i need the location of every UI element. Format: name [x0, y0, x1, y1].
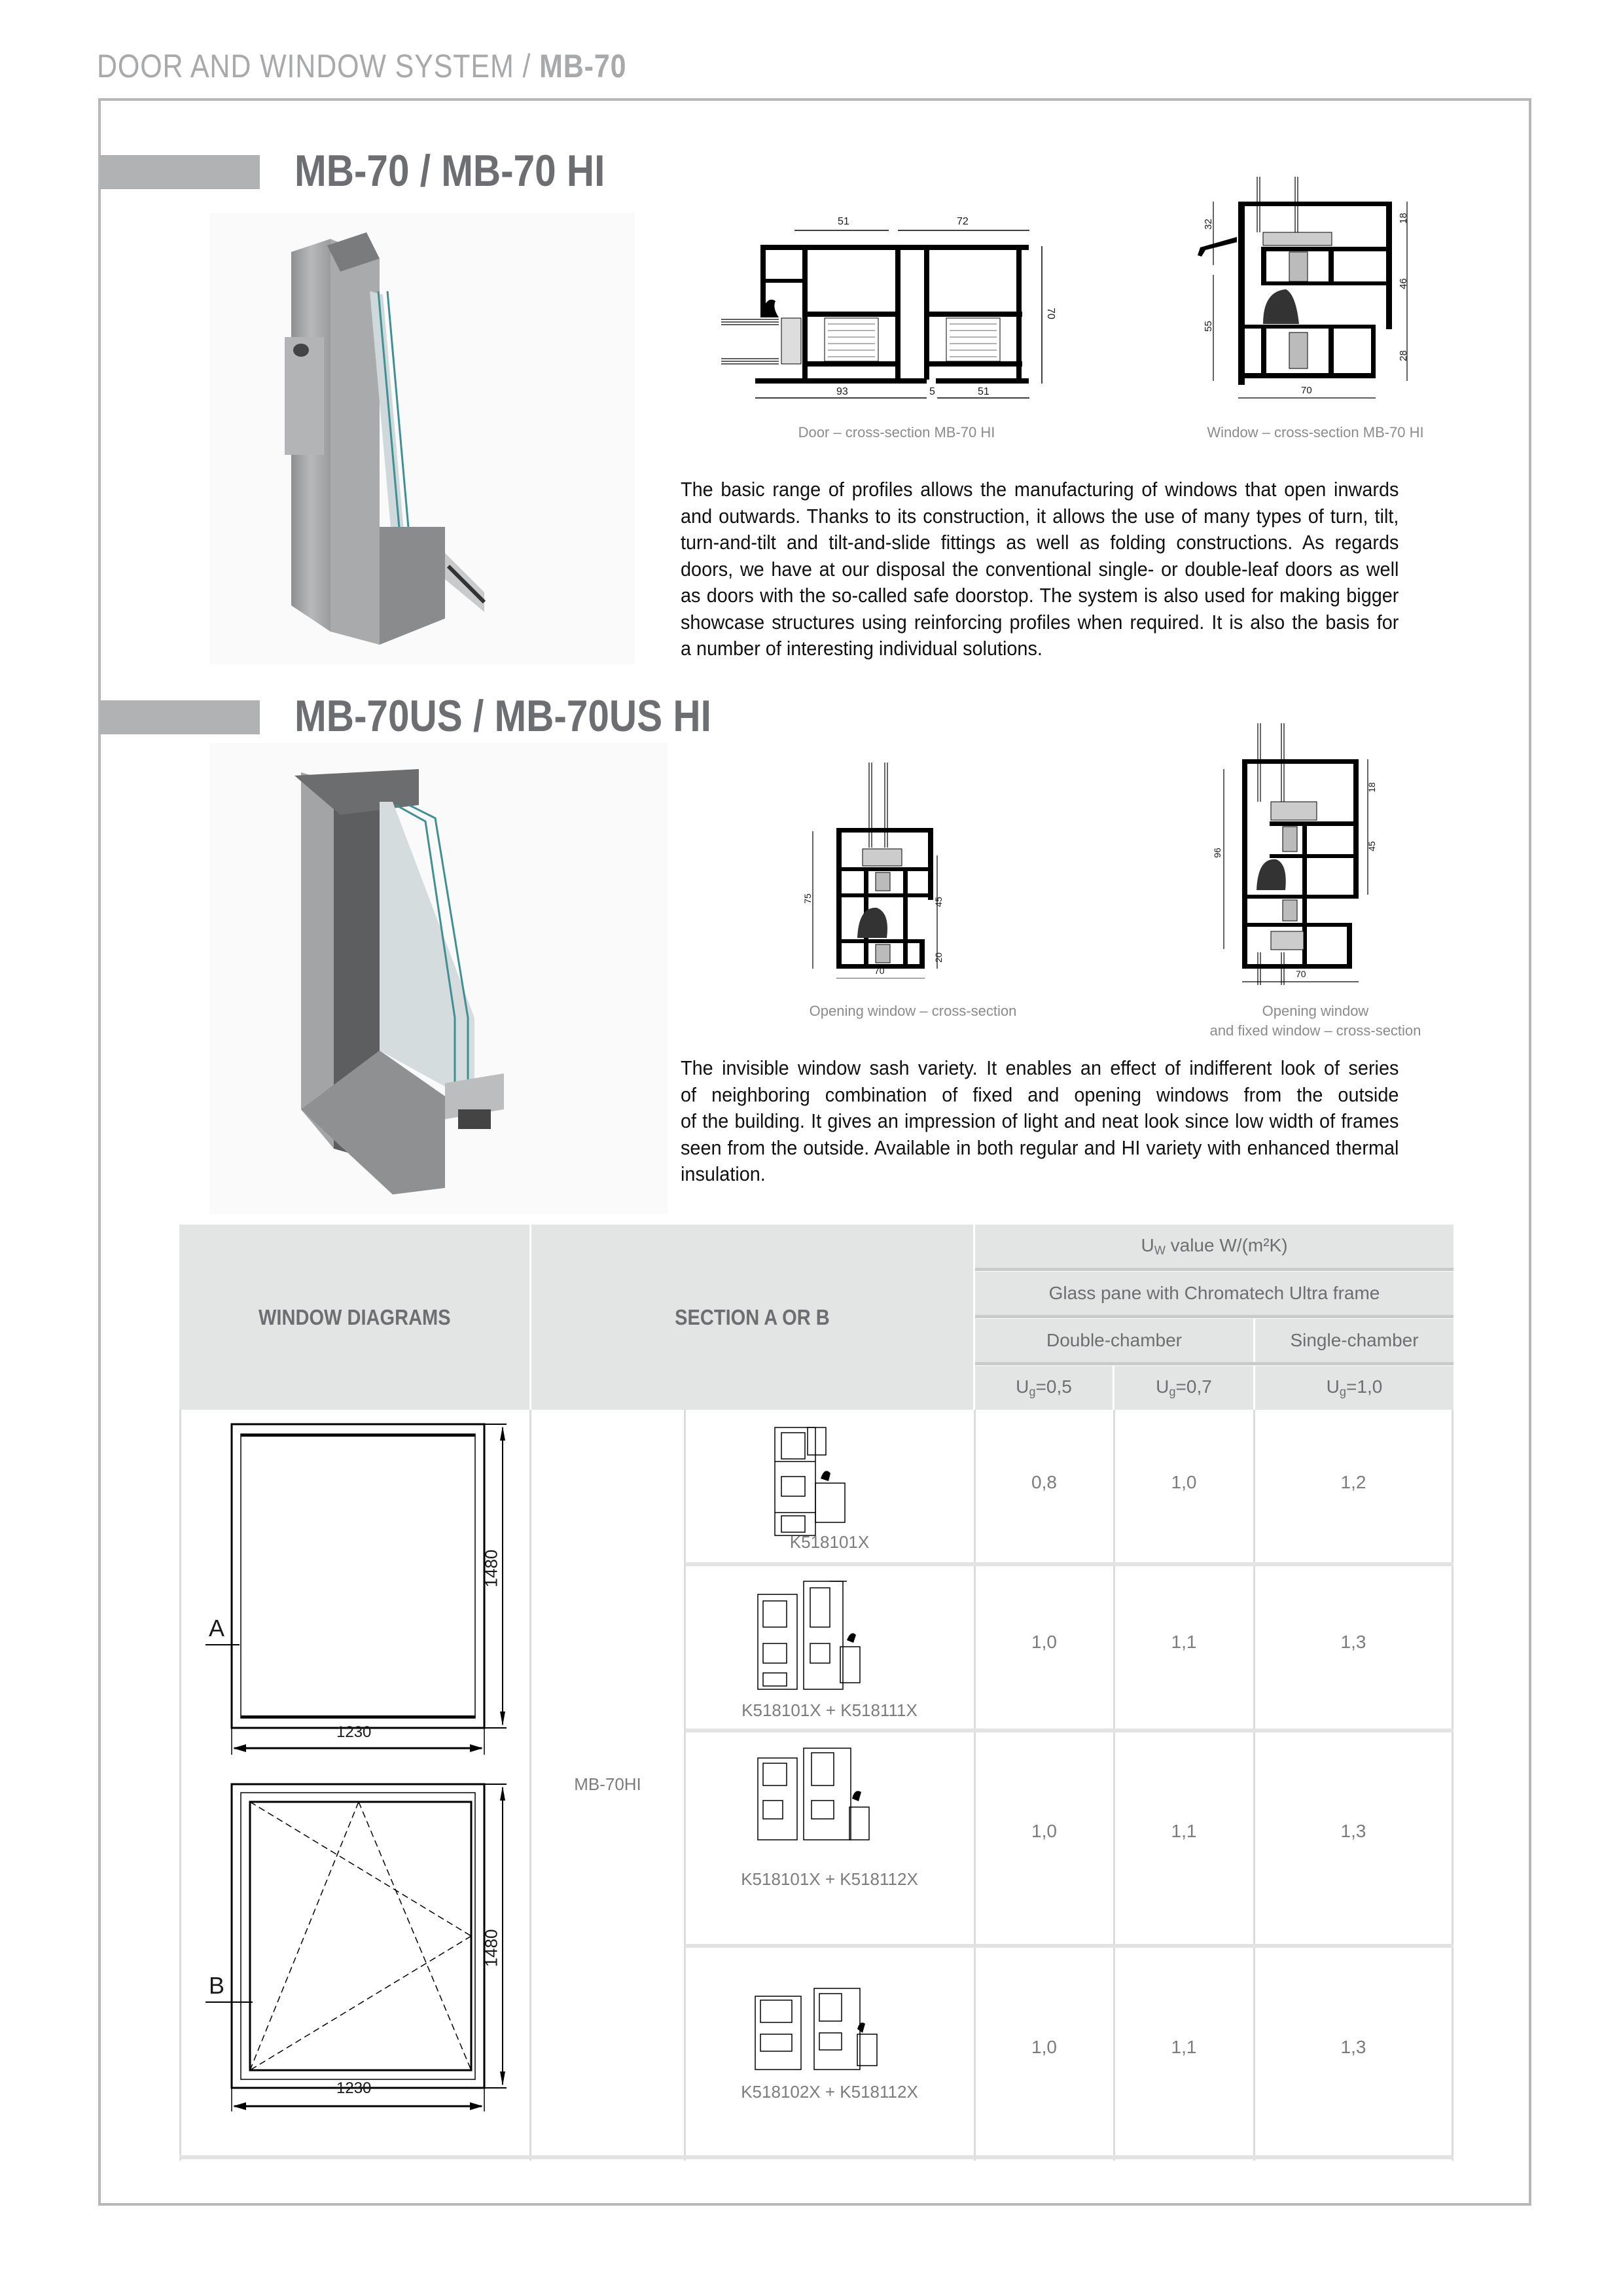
section-marker-a: A: [209, 1615, 225, 1641]
section-bar: [99, 700, 260, 734]
caption-fixed-window-line2: and fixed window – cross-section: [1209, 1022, 1421, 1039]
uw-label: [1141, 1235, 1287, 1258]
divider: [975, 1362, 1454, 1365]
header-section: [531, 1225, 973, 1410]
header-single-chamber: [1255, 1319, 1454, 1362]
dim-label: 70: [1301, 385, 1312, 396]
profile-section-drawing: [749, 1575, 906, 1693]
divider: [684, 1410, 686, 2161]
header-label: SECTION A OR B: [675, 1304, 830, 1329]
uw-value-cell: 1,3: [1340, 2037, 1366, 2057]
ug-label: [1016, 1376, 1072, 1399]
window-cross-section-drawing: [1191, 177, 1414, 406]
divider: [975, 1268, 1454, 1271]
uw-values-table: [179, 1225, 1454, 2161]
caption-fixed-window-line1: Opening window: [1262, 1003, 1369, 1019]
uw-value-cell: 1,1: [1171, 1632, 1197, 1652]
text-line: doors, we have at our disposal the conventional single- or double-leaf doors as well: [681, 557, 1399, 581]
ug-label: [1156, 1376, 1212, 1399]
dim-label: 45: [933, 897, 944, 907]
text-line: as doors with the so-called safe doorstop. The system is also used for making bigger: [681, 584, 1399, 607]
header-double-chamber: [975, 1319, 1253, 1362]
text-line: of the building. It gives an impression of light and neat look since low width of frames: [681, 1109, 1399, 1132]
window-diagram-b: [205, 1781, 507, 2134]
header-glass-pane: [975, 1272, 1454, 1315]
text-line: and outwards. Thanks to its construction, it allows the use of many types of turn, tilt,: [681, 504, 1399, 528]
uw-value-cell: 1,0: [1031, 2037, 1057, 2057]
text-line: insulation.: [681, 1162, 766, 1185]
text-line: a number of interesting individual solutions.: [681, 637, 1043, 660]
dim-label: 55: [1202, 321, 1214, 332]
section-title: MB-70 / MB-70 HI: [294, 146, 605, 196]
dim-label: 18: [1366, 782, 1377, 793]
uw-value-cell: 1,2: [1340, 1472, 1366, 1492]
divider: [1452, 1410, 1454, 2161]
ug-label: [1327, 1376, 1383, 1399]
product-photo-door: [209, 213, 635, 664]
uw-value-cell: 1,0: [1031, 1821, 1057, 1841]
uw-sub: W: [1154, 1244, 1166, 1257]
dim-label: 45: [1366, 841, 1377, 852]
door-cross-section-drawing: [713, 209, 1080, 406]
dim-label: 18: [1397, 213, 1409, 224]
header-label: WINDOW DIAGRAMS: [258, 1304, 451, 1329]
divider: [975, 1315, 1454, 1318]
header-ug-10: [1255, 1366, 1454, 1410]
ug-value: =0,5: [1035, 1376, 1072, 1397]
section-title: MB-70US / MB-70US HI: [294, 691, 711, 741]
width-dimension: 1230: [336, 1723, 372, 1741]
header-uw-value: [975, 1225, 1454, 1268]
dim-label: 51: [978, 386, 990, 397]
text-line: showcase structures using reinforcing profiles when required. It is also the basis for: [681, 610, 1399, 634]
dim-label: 70: [874, 965, 885, 976]
text-line: The invisible window sash variety. It enables an effect of indifferent look of series: [681, 1056, 1399, 1079]
window-diagram-a-drawing: [205, 1421, 507, 1755]
text-line: turn-and-tilt and tilt-and-slide fittings as well as folding constructions. As regards: [681, 531, 1399, 554]
ug-value: =1,0: [1346, 1376, 1383, 1397]
uw-suffix: value W/(m²K): [1165, 1234, 1288, 1255]
ug-sub: g: [1029, 1385, 1036, 1399]
profile-code: K518101X: [789, 1532, 870, 1552]
system-label: MB-70HI: [574, 1774, 641, 1794]
running-header: [97, 47, 626, 85]
opening-window-cross-section-drawing: [798, 762, 955, 978]
dim-label: 72: [957, 216, 969, 227]
profile-code: K518101X + K518112X: [741, 1869, 918, 1889]
height-dimension: 1480: [481, 1929, 501, 1967]
dim-label: 28: [1397, 350, 1409, 361]
running-header-regular: DOOR AND WINDOW SYSTEM /: [97, 48, 540, 84]
header-window-diagrams: [179, 1225, 529, 1410]
caption-door-section: Door – cross-section MB-70 HI: [798, 424, 995, 440]
divider: [685, 1562, 1454, 1566]
ug-prefix: U: [1016, 1376, 1029, 1397]
profile-section-drawing: [749, 1745, 906, 1843]
product-photo-window: [209, 743, 668, 1214]
divider: [179, 1410, 181, 2161]
header-label: Single-chamber: [1290, 1330, 1419, 1350]
ug-value: =0,7: [1175, 1376, 1212, 1397]
profile-code: K518102X + K518112X: [741, 2082, 918, 2102]
uw-value-cell: 1,1: [1171, 1821, 1197, 1841]
dim-label: 5: [929, 386, 935, 397]
uw-value-cell: 1,0: [1171, 1472, 1197, 1492]
height-dimension: 1480: [481, 1549, 501, 1588]
profile-code: K518101X + K518111X: [741, 1700, 918, 1720]
divider: [685, 1729, 1454, 1732]
section-description: [681, 1055, 1399, 1188]
section-marker-b: B: [209, 1972, 225, 1999]
ug-prefix: U: [1326, 1376, 1340, 1397]
text-line: seen from the outside. Available in both regular and HI variety with enhanced thermal: [681, 1136, 1399, 1159]
dim-label: 20: [933, 952, 944, 963]
ug-prefix: U: [1156, 1376, 1169, 1397]
uw-value-cell: 1,3: [1340, 1821, 1366, 1841]
dim-label: 46: [1397, 278, 1409, 289]
header-ug-05: [975, 1366, 1113, 1410]
caption-opening-window: Opening window – cross-section: [809, 1003, 1017, 1019]
ug-sub: g: [1169, 1385, 1176, 1399]
section-description: [681, 476, 1399, 662]
uw-prefix: U: [1141, 1234, 1154, 1255]
uw-value-cell: 1,1: [1171, 2037, 1197, 2057]
header-ug-07: [1115, 1366, 1253, 1410]
dim-label: 93: [836, 386, 848, 397]
uw-value-cell: 1,0: [1031, 1632, 1057, 1652]
dim-label: 32: [1202, 219, 1214, 230]
divider: [179, 2155, 1454, 2159]
running-header-bold: MB-70: [539, 48, 627, 84]
uw-value-cell: 1,3: [1340, 1632, 1366, 1652]
caption-window-section: Window – cross-section MB-70 HI: [1207, 424, 1424, 440]
profile-section-drawing: [749, 1987, 906, 2072]
divider: [685, 1944, 1454, 1948]
text-line: The basic range of profiles allows the manufacturing of windows that open inwards: [681, 478, 1399, 501]
dim-label: 96: [1211, 848, 1222, 858]
text-line: of neighboring combination of fixed and opening windows from the outside: [681, 1083, 1399, 1106]
header-label: Double-chamber: [1046, 1330, 1182, 1350]
section-bar: [99, 155, 260, 189]
ug-sub: g: [1339, 1385, 1347, 1399]
header-label: Glass pane with Chromatech Ultra frame: [1048, 1283, 1380, 1303]
profile-section-drawing: [768, 1421, 886, 1539]
width-dimension: 1230: [336, 2079, 372, 2097]
dim-label: 75: [802, 893, 813, 904]
uw-value-cell: 0,8: [1031, 1472, 1057, 1492]
dim-label: 70: [1296, 969, 1306, 979]
fixed-window-cross-section-drawing: [1211, 723, 1387, 985]
dim-label: 70: [1044, 308, 1056, 319]
dim-label: 51: [838, 216, 849, 227]
